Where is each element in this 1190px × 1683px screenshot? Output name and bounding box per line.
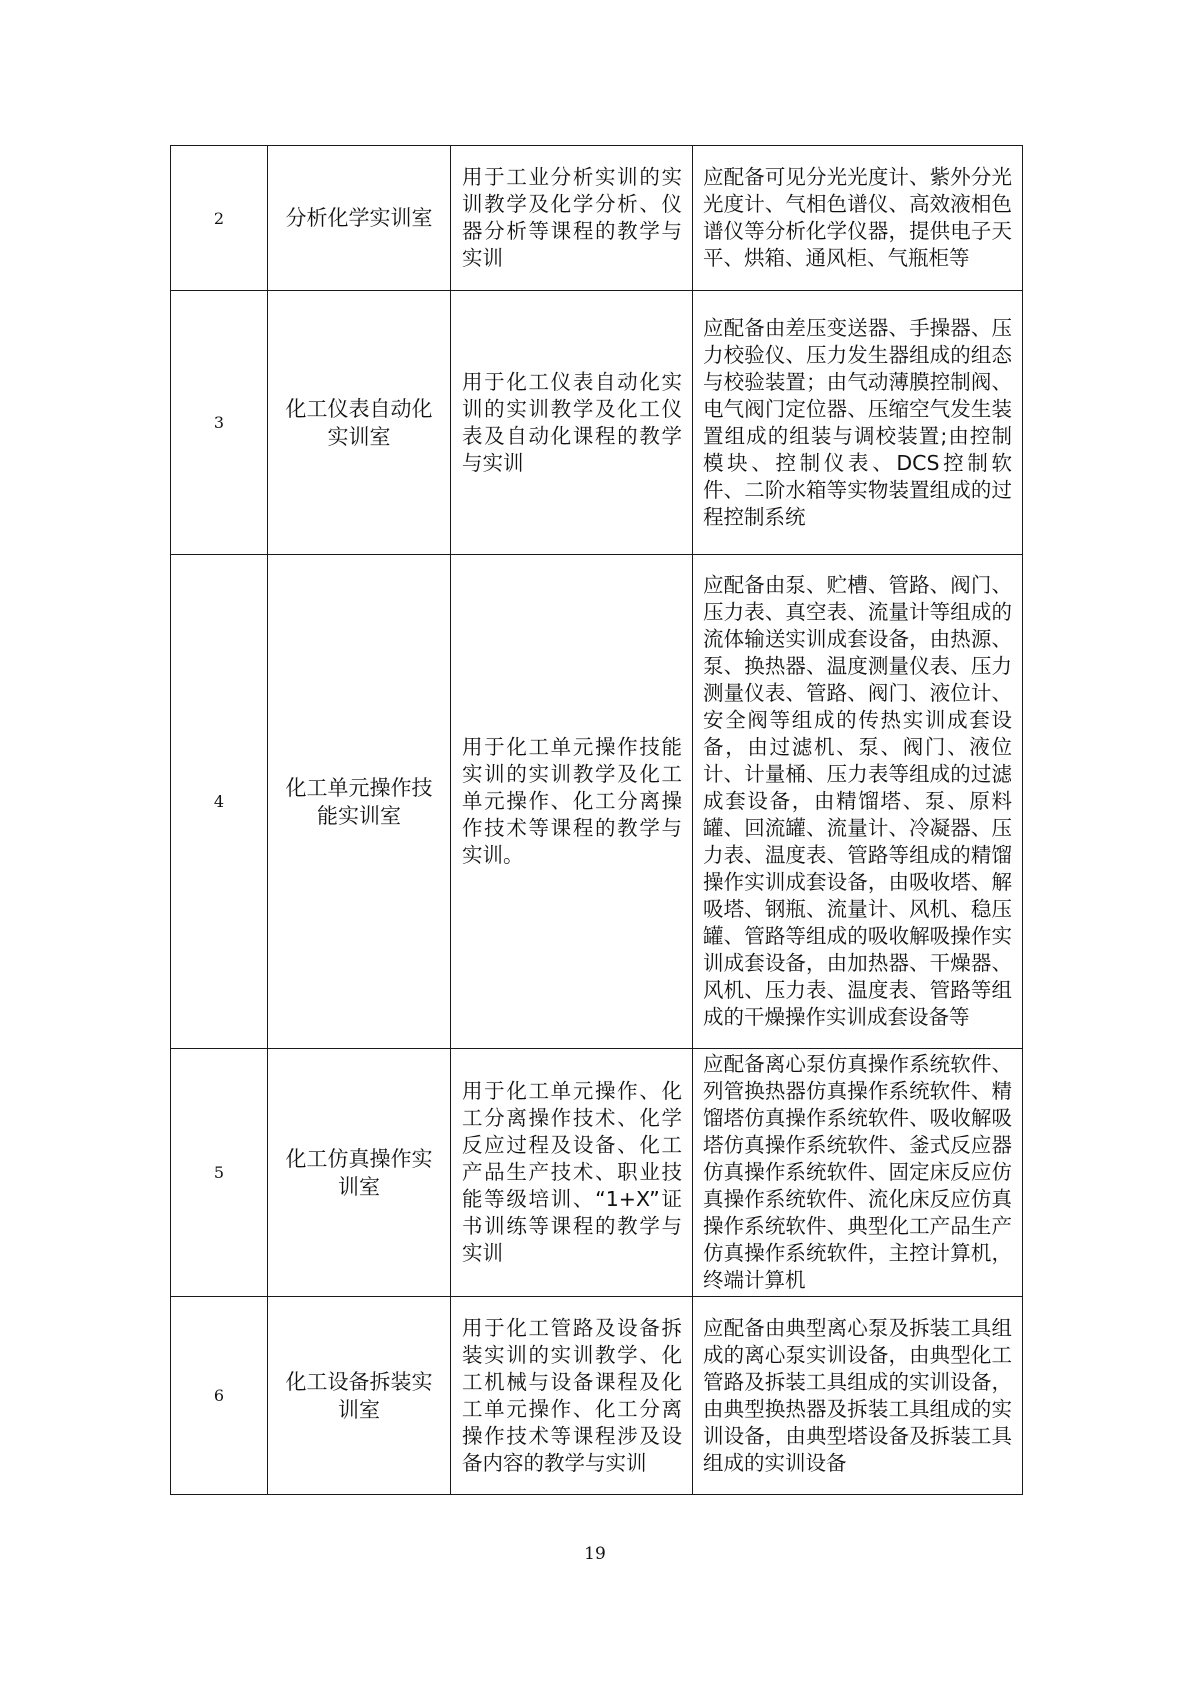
room-name: 化工单元操作技能实训室 bbox=[268, 555, 451, 1049]
row-number: 4 bbox=[171, 555, 268, 1049]
row-number: 6 bbox=[171, 1297, 268, 1495]
room-purpose: 用于工业分析实训的实训教学及化学分析、仪器分析等课程的教学与实训 bbox=[451, 146, 693, 291]
room-purpose: 用于化工单元操作技能实训的实训教学及化工单元操作、化工分离操作技术等课程的教学与实训。 bbox=[451, 555, 693, 1049]
room-name: 化工仿真操作实训室 bbox=[268, 1049, 451, 1297]
room-purpose: 用于化工单元操作、化工分离操作技术、化学反应过程及设备、化工产品生产技术、职业技能等级培训、“1+X”证书训练等课程的教学与实训 bbox=[451, 1049, 693, 1297]
room-purpose: 用于化工仪表自动化实训的实训教学及化工仪表及自动化课程的教学与实训 bbox=[451, 291, 693, 555]
document-page bbox=[170, 145, 1022, 1495]
room-equipment: 应配备可见分光光度计、紫外分光光度计、气相色谱仪、高效液相色谱仪等分析化学仪器，提供电子天平、烘箱、通风柜、气瓶柜等 bbox=[693, 146, 1023, 291]
table-row bbox=[171, 146, 1023, 291]
room-equipment: 应配备由典型离心泵及拆装工具组成的离心泵实训设备，由典型化工管路及拆装工具组成的实训设备，由典型换热器及拆装工具组成的实训设备，由典型塔设备及拆装工具组成的实训设备 bbox=[693, 1297, 1023, 1495]
table-row bbox=[171, 1049, 1023, 1297]
table-row bbox=[171, 555, 1023, 1049]
room-name: 化工设备拆装实训室 bbox=[268, 1297, 451, 1495]
room-name: 分析化学实训室 bbox=[268, 146, 451, 291]
room-purpose: 用于化工管路及设备拆装实训的实训教学、化工机械与设备课程及化工单元操作、化工分离操作技术等课程涉及设备内容的教学与实训 bbox=[451, 1297, 693, 1495]
table-row bbox=[171, 291, 1023, 555]
page-number: 19 bbox=[584, 1544, 606, 1564]
training-room-table bbox=[170, 145, 1023, 1495]
room-equipment: 应配备离心泵仿真操作系统软件、列管换热器仿真操作系统软件、精馏塔仿真操作系统软件、吸收解吸塔仿真操作系统软件、釜式反应器仿真操作系统软件、固定床反应仿真操作系统软件、流化床反应仿真操作系统软件、典型化工产品生产仿真操作系统软件，主控计算机，终端计算机 bbox=[693, 1049, 1023, 1297]
row-number: 2 bbox=[171, 146, 268, 291]
row-number: 5 bbox=[171, 1049, 268, 1297]
row-number: 3 bbox=[171, 291, 268, 555]
room-equipment: 应配备由差压变送器、手操器、压力校验仪、压力发生器组成的组态与校验装置；由气动薄膜控制阀、电气阀门定位器、压缩空气发生装置组成的组装与调校装置;由控制模块、控制仪表、DCS控制软件、二阶水箱等实物装置组成的过程控制系统 bbox=[693, 291, 1023, 555]
room-name: 化工仪表自动化实训室 bbox=[268, 291, 451, 555]
table-row bbox=[171, 1297, 1023, 1495]
room-equipment: 应配备由泵、贮槽、管路、阀门、压力表、真空表、流量计等组成的流体输送实训成套设备，由热源、泵、换热器、温度测量仪表、压力测量仪表、管路、阀门、液位计、安全阀等组成的传热实训成套设备，由过滤机、泵、阀门、液位计、计量桶、压力表等组成的过滤成套设备，由精馏塔、泵、原料罐、回流罐、流量计、冷凝器、压力表、温度表、管路等组成的精馏操作实训成套设备，由吸收塔、解吸塔、钢瓶、流量计、风机、稳压罐、管路等组成的吸收解吸操作实训成套设备，由加热器、干燥器、风机、压力表、温度表、管路等组成的干燥操作实训成套设备等 bbox=[693, 555, 1023, 1049]
